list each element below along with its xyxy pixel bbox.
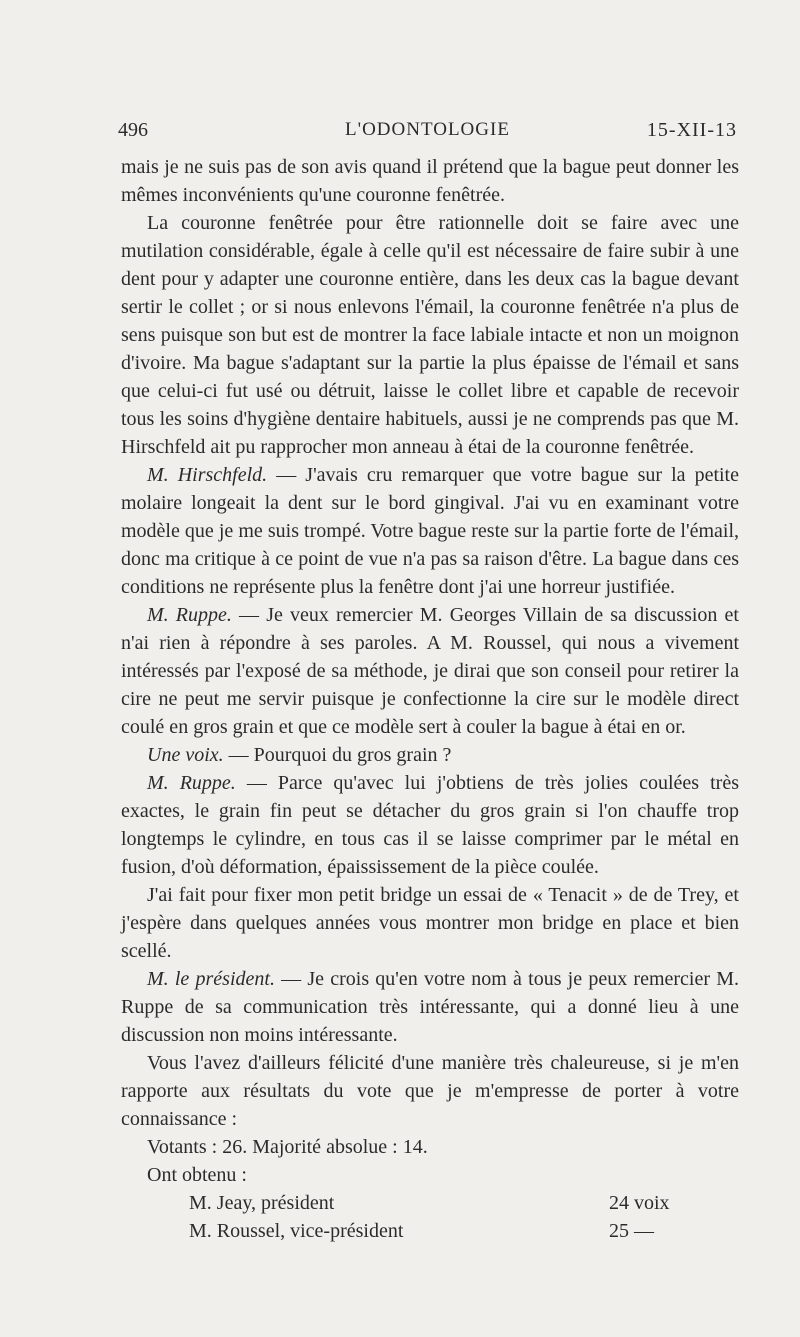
vote-summary: Votants : 26. Majorité absolue : 14. <box>147 1136 428 1158</box>
speaker-name: M. Ruppe. <box>147 772 236 794</box>
dialogue-paragraph <box>121 741 739 769</box>
candidate-label: M. Roussel, vice-président <box>189 1217 403 1245</box>
vote-obtained-label: Ont obtenu : <box>147 1164 247 1186</box>
candidate-label: M. Jeay, président <box>189 1189 334 1217</box>
issue-date: 15-XII-13 <box>646 119 737 141</box>
vote-result-row <box>121 1217 739 1245</box>
paragraph-text: — Parce qu'avec lui j'obtiens de très jolies coulées très exactes, le grain fin peut se détacher du gros grain si l'on chauffe trop longtemps le cylindre, en tous cas il se laisse comprimer par le métal en fusion, d'où déformation, épaississement de la pièce coulée. <box>121 772 739 878</box>
paragraph <box>121 881 739 965</box>
dialogue-paragraph <box>121 769 739 881</box>
speaker-name: Une voix. <box>147 744 224 766</box>
running-title: L'ODONTOLOGIE <box>345 119 510 140</box>
page-number: 496 <box>118 119 148 141</box>
article-body <box>121 153 739 1245</box>
paragraph-text: Vous l'avez d'ailleurs félicité d'une manière très chaleureuse, si je m'en rapporte aux résultats du vote que je m'empresse de porter à votre connaissance : <box>121 1052 739 1130</box>
vote-count: 25 — <box>601 1217 739 1245</box>
paragraph-text: — Pourquoi du gros grain ? <box>223 744 452 766</box>
paragraph-text: J'ai fait pour fixer mon petit bridge un essai de « Tenacit » de de Trey, et j'espère dans quelques années vous montrer mon bridge en place et bien scellé. <box>121 884 739 962</box>
paragraph-text: — J'avais cru remarquer que votre bague sur la petite molaire longeait la dent sur le bord gingival. J'ai vu en examinant votre modèle que je me suis trompé. Votre bague reste sur la partie forte de l'émail, donc ma critique à ce point de vue n'a pas sa raison d'être. La bague dans ces conditions ne représente plus la fenêtre dont j'ai une horreur justifiée. <box>121 464 739 598</box>
paragraph <box>121 209 739 461</box>
paragraph-text: La couronne fenêtrée pour être rationnelle doit se faire avec une mutilation considérable, égale à celle qu'il est nécessaire de faire subir à une dent pour y adapter une couronne entière, dans les deux cas la bague devant sertir le collet ; or si nous enlevons l'émail, la couronne fenêtrée n'a plus de sens puisque son but est de montrer la face labiale intacte et non un moignon d'ivoire. Ma bague s'adaptant sur la partie la plus épaisse de l'émail et sans que celui-ci fut usé ou détruit, laisse le collet libre et capable de recevoir tous les soins d'hygiène dentaire habituels, aussi je ne comprends pas que M. Hirschfeld ait pu rapprocher mon anneau à étai de la couronne fenêtrée. <box>121 212 739 458</box>
page-header <box>118 116 737 144</box>
dialogue-paragraph <box>121 601 739 741</box>
paragraph-text: — Je veux remercier M. Georges Villain de sa discussion et n'ai rien à répondre à ses paroles. A M. Roussel, qui nous a vivement intéressés par l'exposé de sa méthode, je dirai que son conseil pour retirer la cire ne peut me servir puisque je confectionne la cire sur le modèle direct coulé en gros grain et que ce modèle sert à couler la bague à étai en or. <box>121 604 739 738</box>
speaker-name: M. Ruppe. <box>147 604 232 626</box>
paragraph <box>121 153 739 209</box>
paragraph-text: mais je ne suis pas de son avis quand il prétend que la bague peut donner les mêmes inconvénients qu'une couronne fenêtrée. <box>121 156 739 206</box>
dialogue-paragraph <box>121 461 739 601</box>
speaker-name: M. Hirschfeld. <box>147 464 268 486</box>
vote-result-row <box>121 1189 739 1217</box>
paragraph-text: — Je crois qu'en votre nom à tous je peux remercier M. Ruppe de sa communication très intéressante, qui a donné lieu à une discussion non moins intéressante. <box>121 968 739 1046</box>
vote-count: 24 voix <box>601 1189 739 1217</box>
paragraph <box>121 1049 739 1133</box>
speaker-name: M. le président. <box>147 968 275 990</box>
dialogue-paragraph <box>121 965 739 1049</box>
